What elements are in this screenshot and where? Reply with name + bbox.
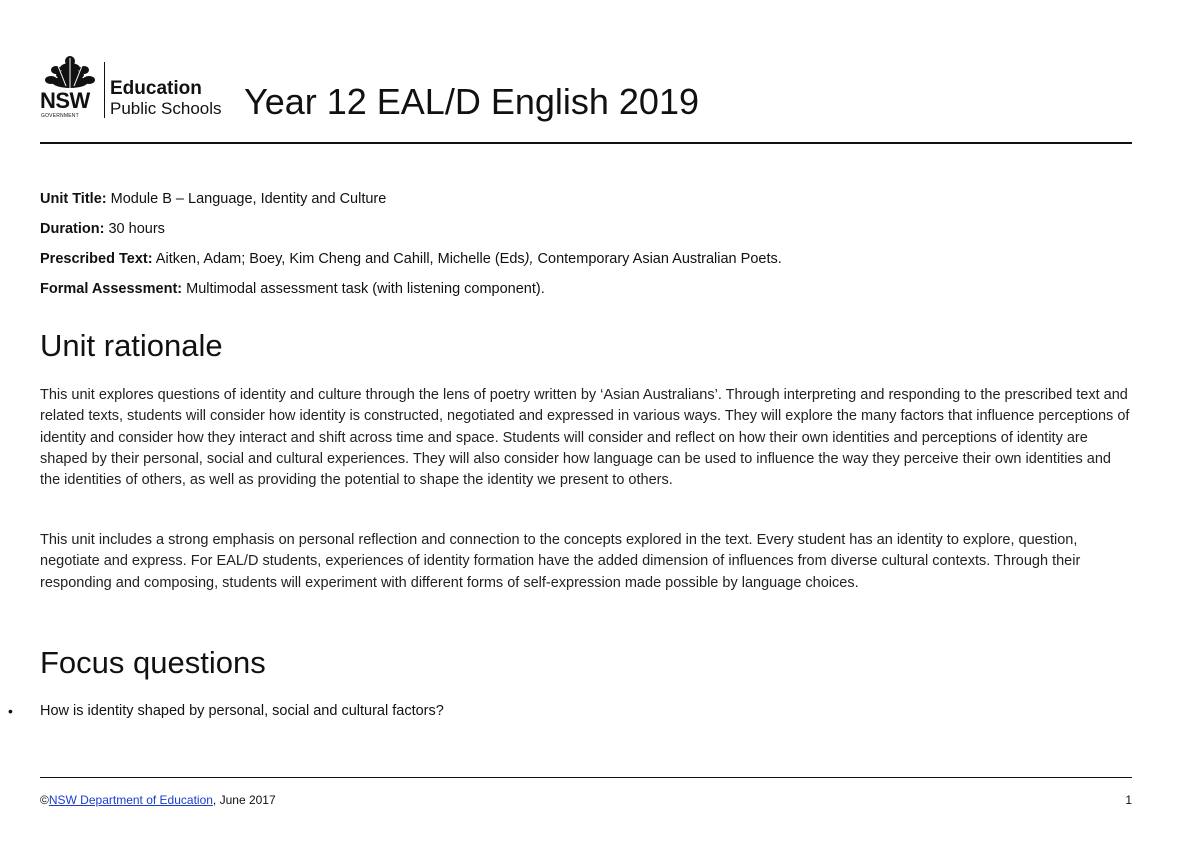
- bullet-icon: •: [8, 703, 13, 719]
- formal-assessment-label: Formal Assessment:: [40, 281, 183, 297]
- prescribed-text-row: [40, 248, 1132, 278]
- duration-row: [40, 218, 1132, 248]
- rationale-paragraph-1: This unit explores questions of identity and culture through the lens of poetry written by ‘Asian Australians’. Through interpreting and responding to the prescribed text and related texts, students will consider how identity is constructed, negotiated and expressed in various ways. They will explore the many factors that influence perceptions of identity and consider how they interact and shift across time and space. Students will consider and reflect on how their own identities and perceptions of identity are shaped by their personal, social and cultural experiences. They will also consider how language can be used to influence the way they perceive their own identities and the identities of others, as well as providing the potential to shape the identity we present to others.: [40, 387, 1130, 489]
- education-wordmark: Education: [110, 78, 202, 99]
- unit-details: [40, 188, 1132, 308]
- footer-date: , June 2017: [212, 793, 276, 807]
- footer-divider: [40, 777, 1132, 778]
- unit-title-label: Unit Title:: [40, 191, 107, 207]
- focus-questions-heading: Focus questions: [40, 645, 266, 680]
- government-wordmark: GOVERNMENT: [41, 113, 79, 119]
- waratah-icon: [42, 56, 98, 90]
- duration-label: Duration:: [40, 221, 105, 237]
- focus-questions-list: [0, 700, 1132, 722]
- header-divider: [40, 142, 1132, 144]
- document-header: [40, 56, 1132, 142]
- prescribed-text-punctuation: ),: [524, 251, 534, 267]
- prescribed-text-title: Contemporary Asian Australian Poets.: [537, 251, 782, 267]
- document-footer: [40, 792, 1132, 808]
- unit-rationale-heading: Unit rationale: [40, 328, 223, 363]
- nsw-department-link[interactable]: NSW Department of Education: [48, 793, 213, 807]
- formal-assessment-row: [40, 278, 1132, 308]
- unit-title-value: Module B – Language, Identity and Culture: [110, 191, 387, 207]
- duration-value: 30 hours: [108, 221, 165, 237]
- prescribed-text-editors: Aitken, Adam; Boey, Kim Cheng and Cahill, Michelle (Eds: [155, 251, 525, 267]
- nsw-wordmark: NSW: [40, 88, 90, 113]
- prescribed-text-label: Prescribed Text:: [40, 251, 153, 267]
- focus-question-text: How is identity shaped by personal, social and cultural factors?: [40, 703, 444, 719]
- formal-assessment-value: Multimodal assessment task (with listening component).: [186, 281, 545, 297]
- rationale-paragraph-2: This unit includes a strong emphasis on personal reflection and connection to the concepts explored in the text. Every student has an identity to explore, question, negotiate and express. For EAL/D students, experiences of identity formation have the added dimension of influences from diverse cultural contexts. Through their responding and composing, students will experiment with different forms of self-expression made possible by language choices.: [40, 532, 1081, 591]
- logo-divider: [104, 62, 105, 118]
- focus-question-item: [0, 700, 1132, 722]
- document-title: Year 12 EAL/D English 2019: [244, 81, 699, 122]
- copyright-symbol: ©: [40, 793, 49, 807]
- public-schools-wordmark: Public Schools: [110, 99, 222, 118]
- page-number: 1: [1125, 793, 1132, 807]
- unit-title-row: [40, 188, 1132, 218]
- waratah-logo-mark: [40, 56, 100, 120]
- nsw-education-logo: [40, 56, 240, 122]
